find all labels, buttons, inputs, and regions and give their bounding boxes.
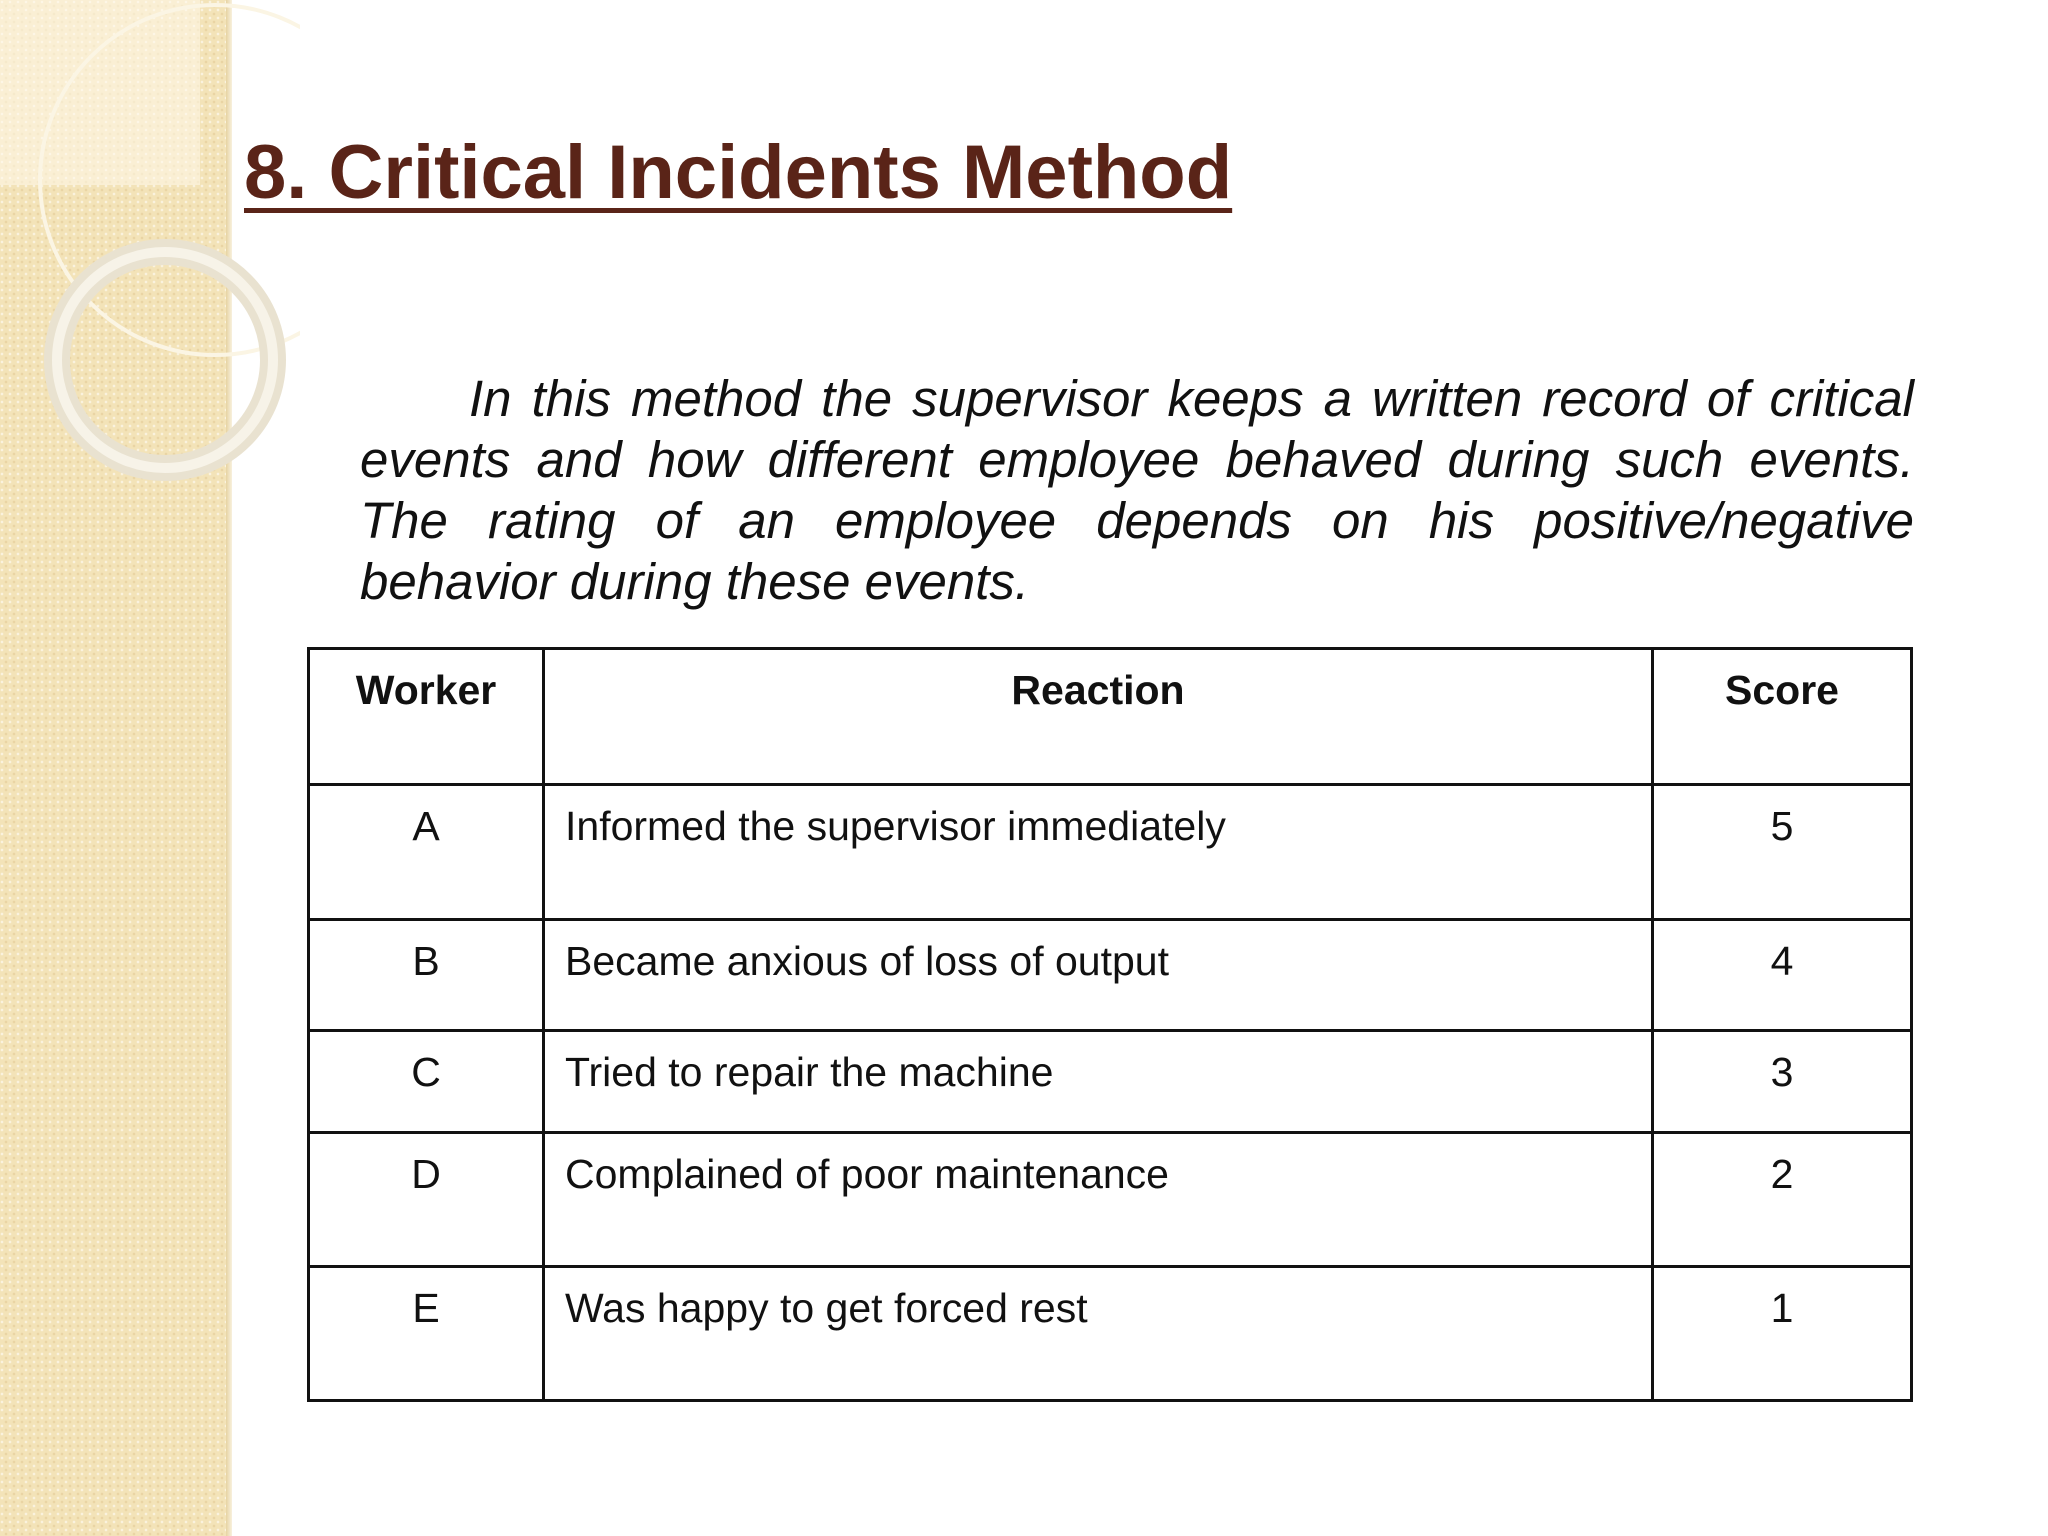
table-header-row	[309, 649, 1912, 785]
ornament-small-ring-highlight	[57, 252, 273, 468]
header-score: Score	[1653, 649, 1912, 785]
reaction-cell: Became anxious of loss of output	[544, 920, 1653, 1031]
table-row	[309, 785, 1912, 920]
worker-cell: D	[309, 1133, 544, 1267]
reaction-cell: Was happy to get forced rest	[544, 1267, 1653, 1401]
intro-paragraph: In this method the supervisor keeps a written record of critical events and how different employee behaved during such events. The rating of an employee depends on his positive/negative behavior during these events.	[360, 370, 1914, 610]
score-cell: 2	[1653, 1133, 1912, 1267]
reaction-cell: Tried to repair the machine	[544, 1031, 1653, 1133]
score-cell: 4	[1653, 920, 1912, 1031]
score-cell: 5	[1653, 785, 1912, 920]
table-row	[309, 1133, 1912, 1267]
reaction-cell: Complained of poor maintenance	[544, 1133, 1653, 1267]
score-cell: 1	[1653, 1267, 1912, 1401]
worker-cell: C	[309, 1031, 544, 1133]
page-title: 8. Critical Incidents Method	[244, 130, 1233, 215]
worker-cell: A	[309, 785, 544, 920]
table-row	[309, 1267, 1912, 1401]
worker-cell: B	[309, 920, 544, 1031]
header-reaction: Reaction	[544, 649, 1653, 785]
score-cell: 3	[1653, 1031, 1912, 1133]
table-row	[309, 1031, 1912, 1133]
decorative-rings	[0, 0, 300, 520]
header-worker: Worker	[309, 649, 544, 785]
table-row	[309, 920, 1912, 1031]
reaction-cell: Informed the supervisor immediately	[544, 785, 1653, 920]
worker-cell: E	[309, 1267, 544, 1401]
incidents-table	[307, 647, 1913, 1402]
